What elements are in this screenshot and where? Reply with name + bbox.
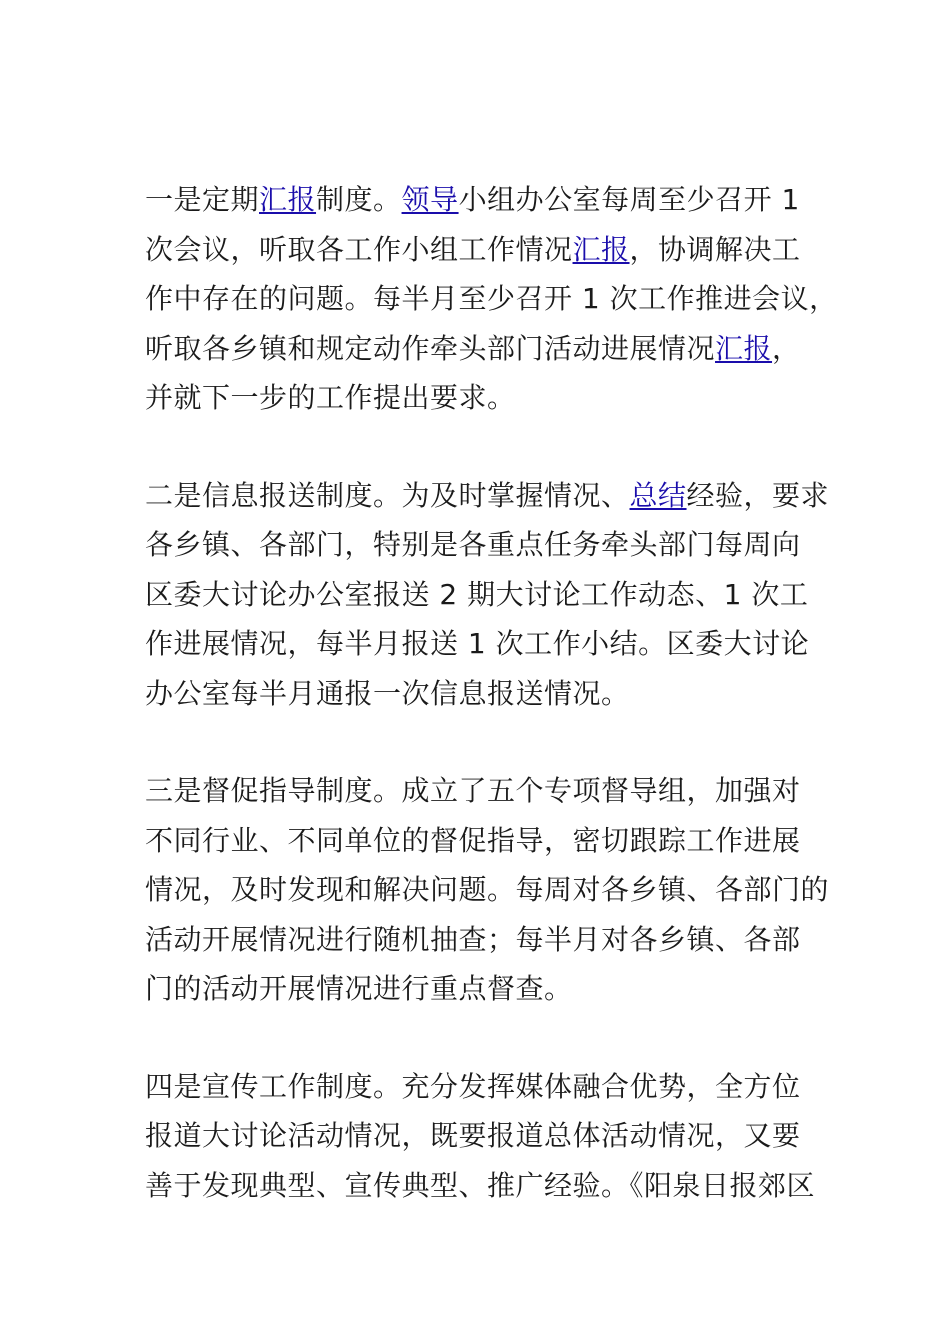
text-run: 各乡镇、各部门，特别是各重点任务牵头部门每周向 bbox=[145, 528, 801, 561]
text-line bbox=[145, 471, 830, 521]
text-line bbox=[145, 964, 825, 1014]
text-line bbox=[145, 865, 830, 915]
link-huibao[interactable]: 汇报 bbox=[715, 331, 773, 365]
text-run: 报道大讨论活动情况，既要报道总体活动情况，又要 bbox=[145, 1119, 801, 1152]
text-line bbox=[145, 324, 825, 374]
text-line bbox=[145, 1111, 825, 1161]
text-run: 善于发现典型、宣传典型、推广经验。《阳泉日报郊区 bbox=[145, 1168, 816, 1202]
text-run: 情况，及时发现和解决问题。每周对各乡镇、各部门的 bbox=[145, 873, 830, 906]
text-line bbox=[145, 915, 825, 965]
text-run: 并就下一步的工作提出要求。 bbox=[145, 381, 516, 414]
text-run: 作中存在的问题。每半月至少召开 1 次工作推进会议， bbox=[145, 282, 838, 315]
text-line bbox=[145, 1062, 825, 1112]
document-body bbox=[145, 175, 838, 1258]
link-huibao[interactable]: 汇报 bbox=[572, 232, 630, 266]
text-run: ，协调解决工 bbox=[629, 232, 801, 266]
text-line bbox=[145, 175, 825, 225]
text-run: 四是宣传工作制度。充分发挥媒体融合优势，全方位 bbox=[145, 1069, 801, 1103]
link-huibao[interactable]: 汇报 bbox=[259, 183, 317, 216]
text-run: 办公室每半月通报一次信息报送情况。 bbox=[145, 676, 630, 710]
text-run: 门的活动开展情况进行重点督查。 bbox=[145, 972, 573, 1005]
text-line bbox=[145, 225, 825, 275]
paragraph bbox=[145, 471, 830, 719]
text-run: 活动开展情况进行随机抽查；每半月对各乡镇、各部 bbox=[145, 922, 801, 956]
text-line bbox=[145, 1161, 825, 1211]
text-line bbox=[145, 570, 825, 620]
text-run: 区委大讨论办公室报送 2 期大讨论工作动态、1 次工 bbox=[145, 577, 809, 611]
text-line bbox=[145, 669, 825, 719]
text-run: 作进展情况，每半月报送 1 次工作小结。区委大讨论 bbox=[145, 627, 810, 660]
text-run: 经验，要求 bbox=[686, 478, 830, 512]
text-line bbox=[145, 274, 838, 324]
text-run: 次会议，听取各工作小组工作情况 bbox=[145, 232, 573, 266]
text-run: 二是信息报送制度。为及时掌握情况、 bbox=[145, 478, 630, 512]
text-line bbox=[145, 373, 825, 423]
link-lingdao[interactable]: 领导 bbox=[401, 183, 459, 216]
paragraph bbox=[145, 766, 830, 1014]
text-line bbox=[145, 766, 825, 816]
text-run: ， bbox=[772, 331, 801, 365]
text-run: 不同行业、不同单位的督促指导，密切跟踪工作进展 bbox=[145, 823, 801, 857]
paragraph bbox=[145, 1062, 825, 1211]
text-run: 三是督促指导制度。成立了五个专项督导组，加强对 bbox=[145, 774, 801, 807]
text-line bbox=[145, 520, 825, 570]
text-run: 一是定期 bbox=[145, 183, 260, 216]
text-run: 小组办公室每周至少召开 1 bbox=[458, 183, 800, 216]
text-run: 制度。 bbox=[316, 183, 402, 216]
text-run: 听取各乡镇和规定动作牵头部门活动进展情况 bbox=[145, 331, 716, 365]
paragraph bbox=[145, 175, 838, 423]
text-line bbox=[145, 619, 825, 669]
link-zongjie[interactable]: 总结 bbox=[629, 478, 687, 512]
text-line bbox=[145, 816, 825, 866]
